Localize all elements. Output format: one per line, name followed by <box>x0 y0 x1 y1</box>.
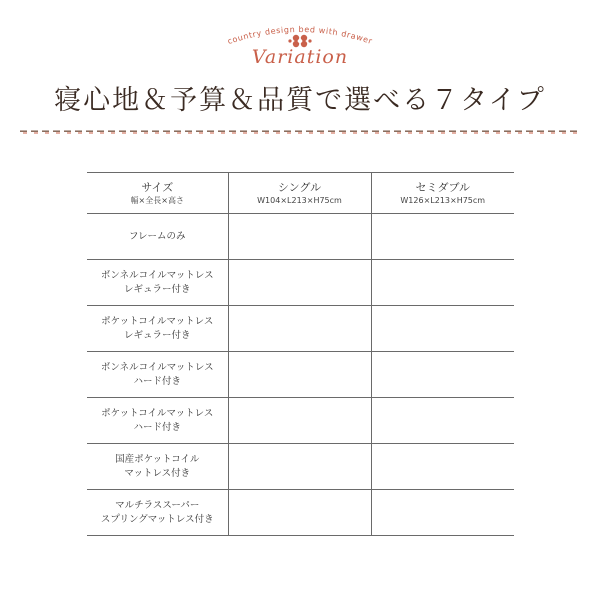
semi-double-cell <box>371 214 514 260</box>
column-header-label: セミダブル <box>415 180 471 194</box>
semi-double-cell <box>371 398 514 444</box>
column-header-size <box>87 173 228 214</box>
variation-table <box>87 172 514 536</box>
column-header-sub: W126×L213×H75cm <box>400 195 486 205</box>
row-label: ポケットコイルマットレス ハード付き <box>87 398 228 444</box>
variation-script-title: Variation <box>251 46 349 68</box>
table-row <box>87 214 514 260</box>
header <box>0 0 600 140</box>
single-cell <box>228 490 371 536</box>
single-cell <box>228 306 371 352</box>
table-row <box>87 352 514 398</box>
table-row <box>87 306 514 352</box>
tagline: country design bed with drawer <box>226 24 374 47</box>
column-header-label: シングル <box>277 180 322 194</box>
column-header-sub: 幅×全長×高さ <box>130 195 184 205</box>
single-cell <box>228 214 371 260</box>
row-label: ボンネルコイルマットレス ハード付き <box>87 352 228 398</box>
semi-double-cell <box>371 260 514 306</box>
single-cell <box>228 444 371 490</box>
table-header-row <box>87 173 514 214</box>
semi-double-cell <box>371 444 514 490</box>
table-row <box>87 490 514 536</box>
dashed-divider <box>20 130 580 134</box>
column-header-sub: W104×L213×H75cm <box>257 195 342 205</box>
semi-double-cell <box>371 352 514 398</box>
semi-double-cell <box>371 490 514 536</box>
page-title: 寝心地＆予算＆品質で選べる７タイプ <box>54 85 546 116</box>
row-label: 国産ポケットコイル マットレス付き <box>87 444 228 490</box>
row-label: マルチラススーパー スプリングマットレス付き <box>87 490 228 536</box>
column-header-semi-double <box>371 173 514 214</box>
single-cell <box>228 398 371 444</box>
semi-double-cell <box>371 306 514 352</box>
table-row <box>87 398 514 444</box>
table-row <box>87 444 514 490</box>
single-cell <box>228 260 371 306</box>
row-label: ポケットコイルマットレス レギュラー付き <box>87 306 228 352</box>
single-cell <box>228 352 371 398</box>
column-header-label: サイズ <box>141 180 174 194</box>
row-label: ボンネルコイルマットレス レギュラー付き <box>87 260 228 306</box>
column-header-single <box>228 173 371 214</box>
table-row <box>87 260 514 306</box>
row-label: フレームのみ <box>87 214 228 260</box>
